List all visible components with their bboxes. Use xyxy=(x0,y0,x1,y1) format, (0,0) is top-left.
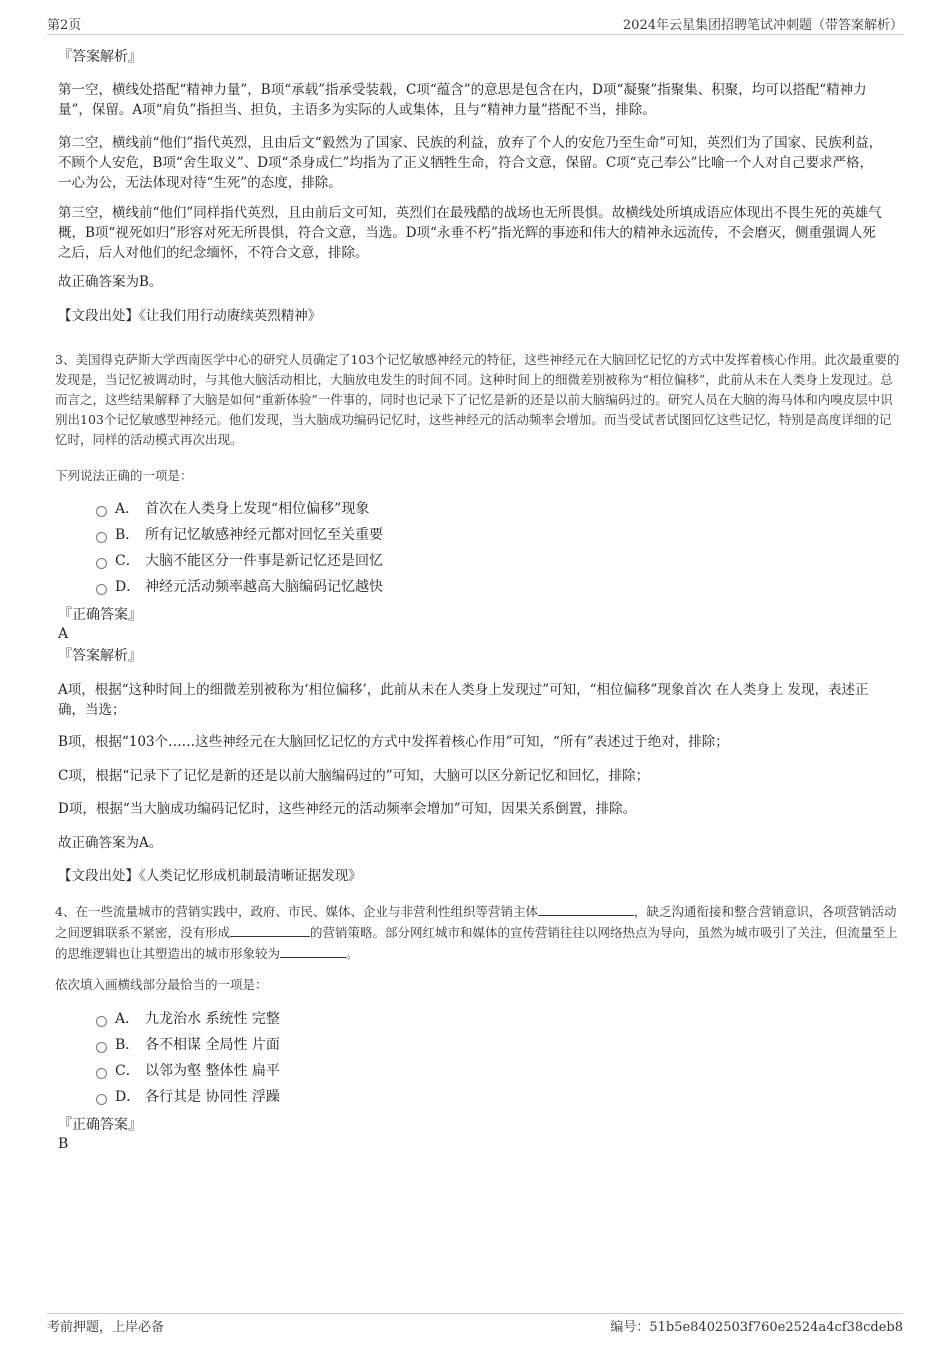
q3-analysis-label: 『答案解析』 xyxy=(58,648,142,664)
fill-blank-2 xyxy=(230,922,310,937)
page-number: 第2页 xyxy=(47,18,82,33)
q3-conclusion: 故正确答案为A。 xyxy=(58,835,163,851)
radio-icon[interactable] xyxy=(96,1016,107,1027)
radio-icon[interactable] xyxy=(96,558,107,569)
q3-prompt: 下列说法正确的一项是： xyxy=(55,468,193,483)
q3-explanation-b: B项，根据“103个……这些神经元在大脑回忆记忆的方式中发挥着核心作用”可知，“所有”表述过于绝对，排除； xyxy=(58,734,729,750)
q2-analysis-para-2: 第二空，横线前“他们”指代英烈，且由后文“毅然为了国家、民族的利益，放弃了个人的安危乃至生命”可知，英烈们为了国家、民族利益，不顾个人安危，B项“舍生取义”、D项“杀身成仁”均指为了正义牺牲生命，符合文意，保留。C项“克己奉公”比喻一个人对自己要求严格，一心为公，无法体现对待“生死”的态度，排除。 xyxy=(58,135,883,191)
fill-blank-3 xyxy=(280,943,346,958)
q3-answer: A xyxy=(58,626,69,642)
q3-explanation-a: A项，根据“这种时间上的细微差别被称为‘相位偏移’，此前从未在人类身上发现过”可知，“相位偏移”现象首次 在人类身上 发现，表述正确，当选； xyxy=(58,682,869,718)
q2-conclusion: 故正确答案为B。 xyxy=(58,274,163,290)
q4-option-c[interactable]: C． 以邻为壑 整体性 扁平 xyxy=(96,1060,280,1082)
page-header xyxy=(47,14,903,35)
radio-icon[interactable] xyxy=(96,584,107,595)
q2-analysis-para-1: 第一空，横线处搭配“精神力量”，B项“承载”指承受装载，C项“蕴含”的意思是包含在内，D项“凝聚”指聚集、积聚，均可以搭配“精神力量”，保留。A项“肩负”指担当、担负，主语多为实际的人或集体，且与“精神力量”搭配不当，排除。 xyxy=(58,82,867,118)
q2-analysis-para-3: 第三空，横线前“他们”同样指代英烈，且由前后文可知，英烈们在最残酷的战场也无所畏惧。故横线处所填成语应体现出不畏生死的英雄气概，B项“视死如归”形容对死无所畏惧，符合文意，当选。D项“永垂不朽”指光辉的事迹和伟大的精神永远流传，不会磨灭，侧重强调人死之后，后人对他们的纪念缅怀，不符合文意，排除。 xyxy=(58,205,882,261)
q4-answer: B xyxy=(58,1136,69,1152)
q3-source: 【文段出处】《人类记忆形成机制最清晰证据发现》 xyxy=(58,868,362,884)
q3-answer-label: 『正确答案』 xyxy=(58,607,142,623)
page-footer xyxy=(47,1313,903,1335)
document-code: 编号：51b5e8402503f760e2524a4cf38cdeb8 xyxy=(610,1320,903,1335)
fill-blank-1 xyxy=(538,901,634,916)
q3-option-a[interactable]: A． 首次在人类身上发现“相位偏移”现象 xyxy=(96,498,369,520)
q4-option-d[interactable]: D． 各行其是 协同性 浮躁 xyxy=(96,1086,280,1108)
radio-icon[interactable] xyxy=(96,532,107,543)
q3-stem: 3、美国得克萨斯大学西南医学中心的研究人员确定了103个记忆敏感神经元的特征，这些神经元在大脑回忆记忆的方式中发挥着核心作用。此次最重要的发现是，当记忆被调动时，与其他大脑活动相比，大脑放电发生的时间不同。这种时间上的细微差别被称为“相位偏移”，此前从未在人类身上发现过。总而言之，这些结果解释了大脑是如何“重新体验”一件事的，同时也记录下了记忆是新的还是以前大脑编码过的。研究人员在大脑的海马体和内嗅皮层中识别出103个记忆敏感型神经元。他们发现，当大脑成功编码记忆时，这些神经元的活动频率会增加。而当受试者试图回忆这些记忆，特别是高度详细的记忆时，同样的活动模式再次出现。 xyxy=(55,352,900,447)
radio-icon[interactable] xyxy=(96,1042,107,1053)
q4-option-a[interactable]: A． 九龙治水 系统性 完整 xyxy=(96,1008,280,1030)
radio-icon[interactable] xyxy=(96,1068,107,1079)
q3-option-d[interactable]: D． 神经元活动频率越高大脑编码记忆越快 xyxy=(96,576,383,598)
q2-analysis-label: 『答案解析』 xyxy=(58,49,142,65)
footer-slogan: 考前押题，上岸必备 xyxy=(47,1320,165,1335)
radio-icon[interactable] xyxy=(96,506,107,517)
q4-option-b[interactable]: B． 各不相谋 全局性 片面 xyxy=(96,1034,280,1056)
radio-icon[interactable] xyxy=(96,1094,107,1105)
q3-explanation-c: C项，根据“记录下了记忆是新的还是以前大脑编码过的”可知，大脑可以区分新记忆和回忆，排除； xyxy=(58,768,650,784)
q3-option-c[interactable]: C． 大脑不能区分一件事是新记忆还是回忆 xyxy=(96,550,383,572)
q4-answer-label: 『正确答案』 xyxy=(58,1117,142,1133)
q4-prompt: 依次填入画横线部分最恰当的一项是： xyxy=(55,977,268,992)
document-title: 2024年云星集团招聘笔试冲刺题（带答案解析） xyxy=(622,18,903,33)
q3-option-b[interactable]: B． 所有记忆敏感神经元都对回忆至关重要 xyxy=(96,524,383,546)
q2-source: 【文段出处】《让我们用行动赓续英烈精神》 xyxy=(58,308,322,324)
q3-explanation-d: D项，根据“当大脑成功编码记忆时，这些神经元的活动频率会增加”可知，因果关系倒置，排除。 xyxy=(58,801,637,817)
q4-stem: 4、在一些流量城市的营销实践中，政府、市民、媒体、企业与非营利性组织等营销主体 ，缺乏沟通衔接和整合营销意识，各项营销活动之间逻辑联系不紧密，没有形成 的营销策略。部分网红城市和媒体的宣传营销往往以网络热点为导向，虽然为城市吸引了关注，但流量至上的思维逻辑也让其塑造出的城市形象较为 。 xyxy=(55,901,900,964)
